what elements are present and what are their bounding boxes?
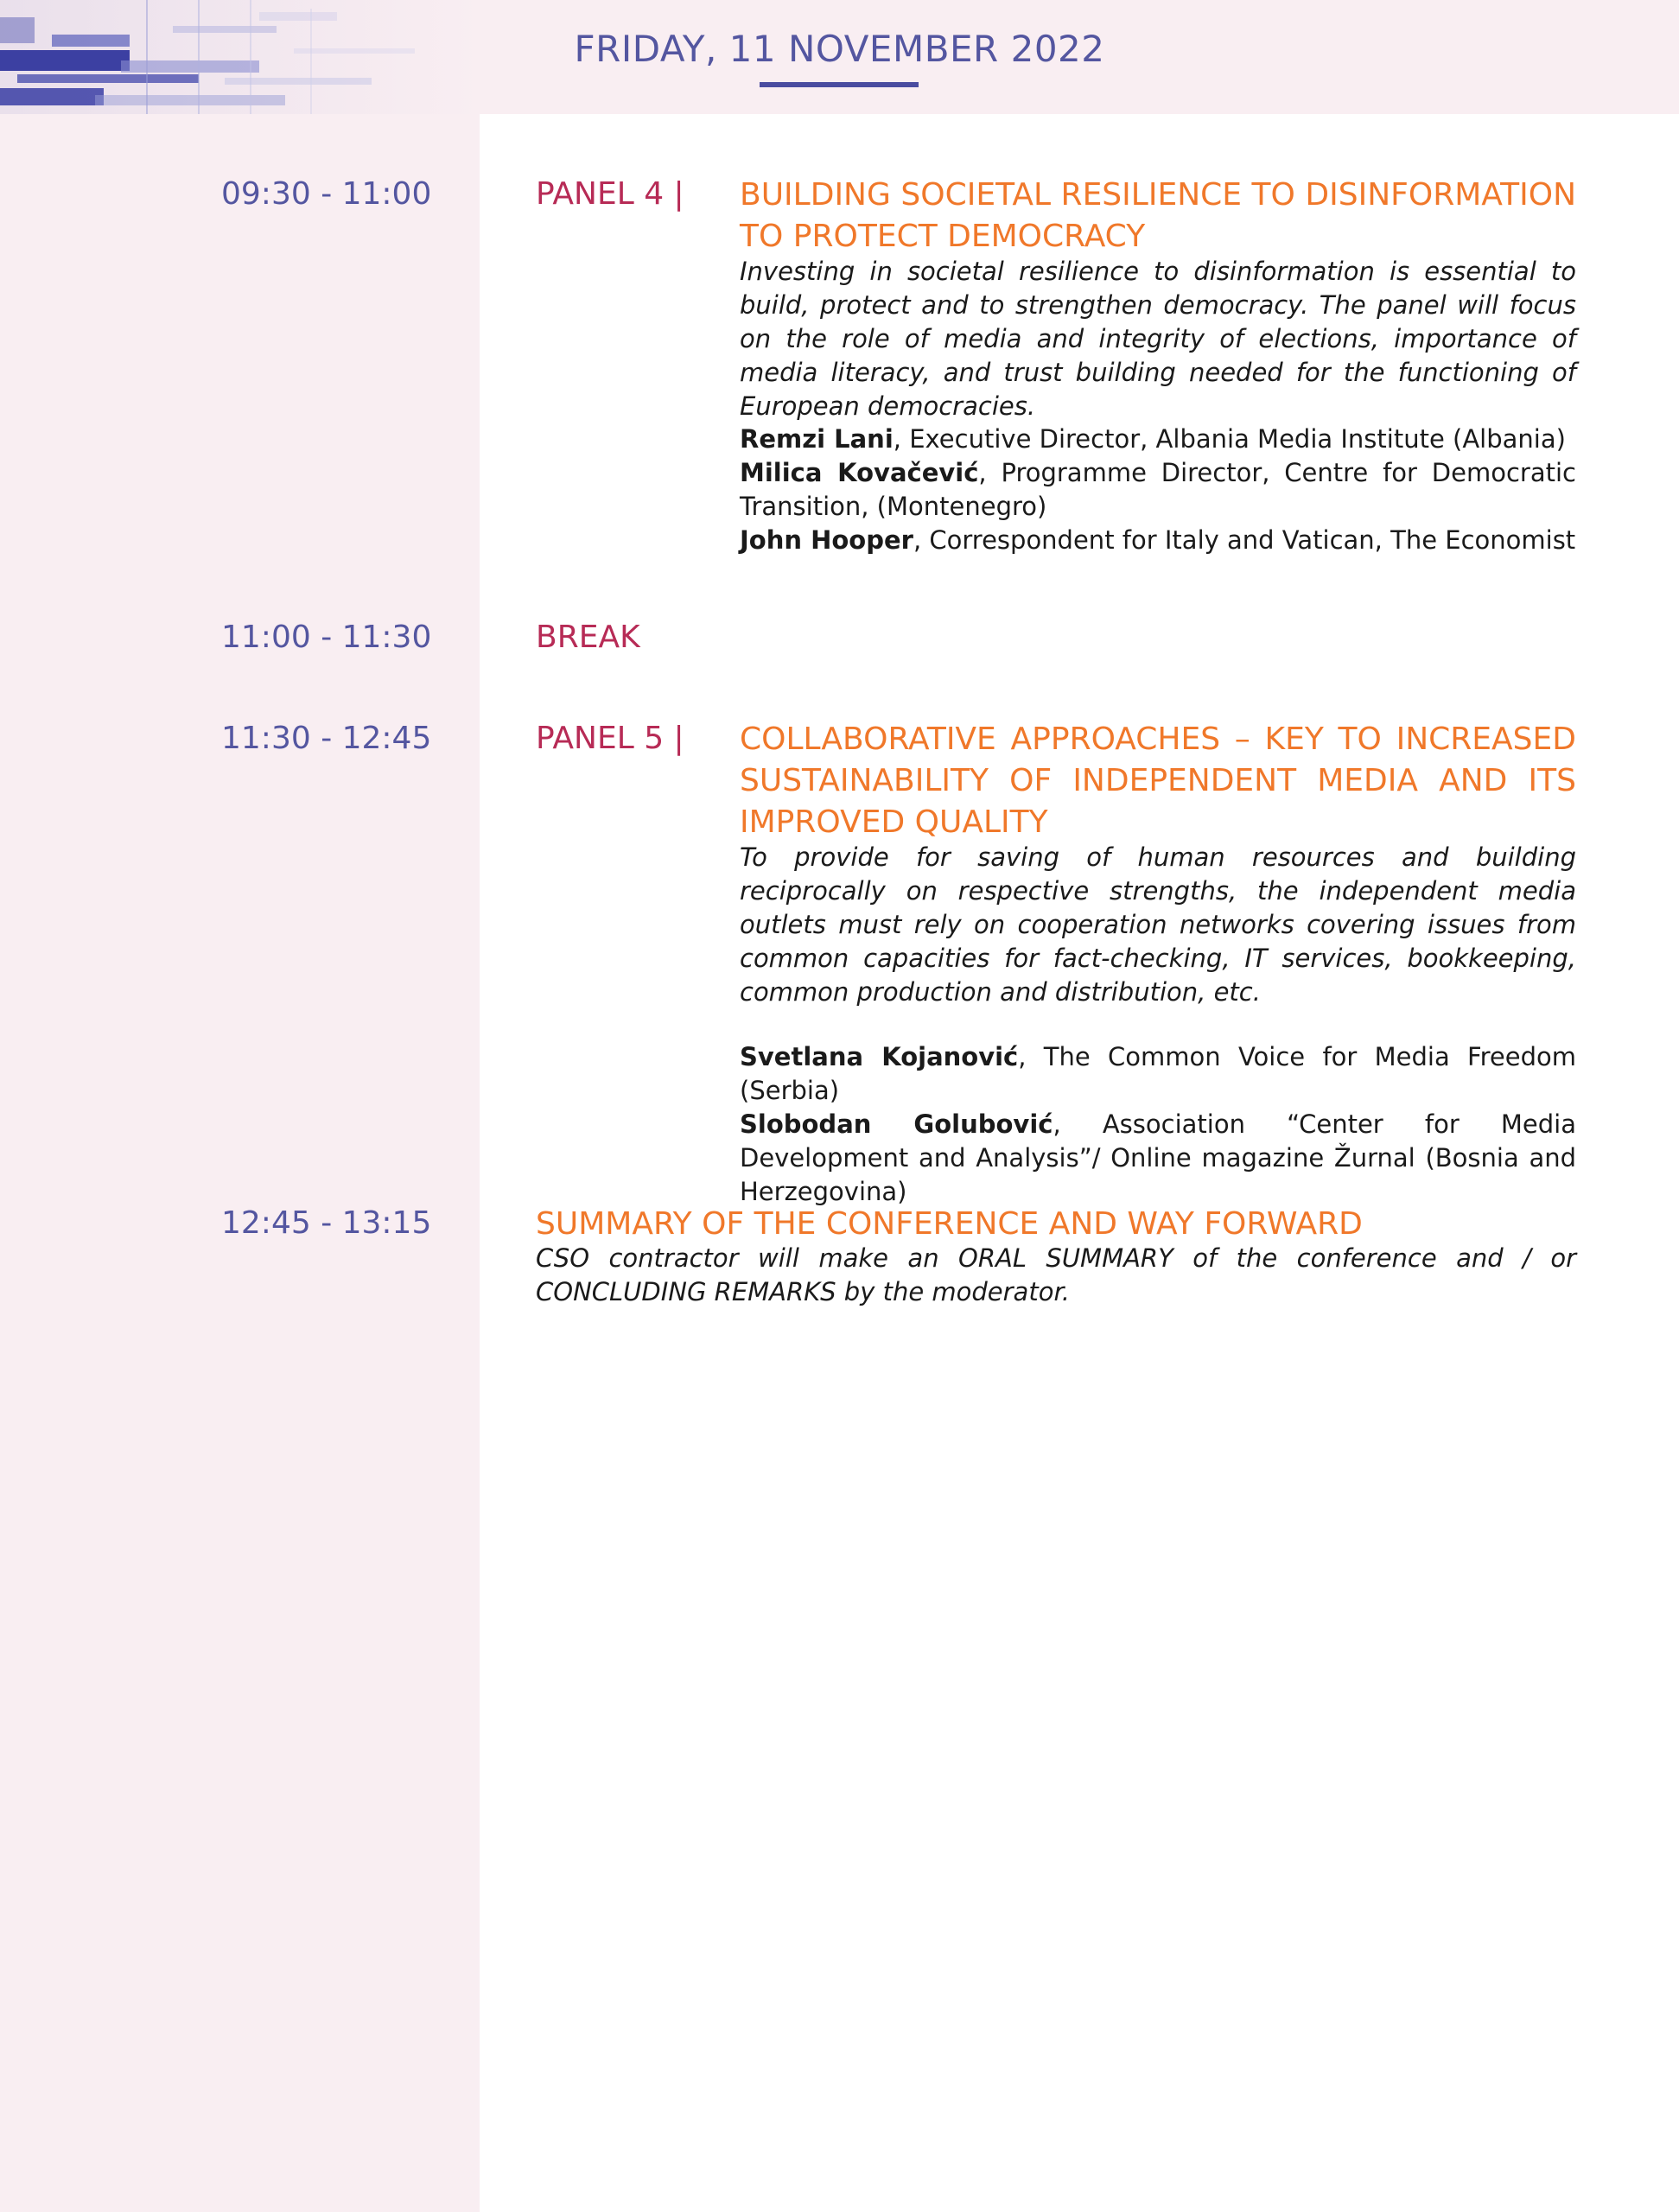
break-label: BREAK: [536, 620, 640, 655]
speaker-role: , The Common Voice for Media Freedom (Serbia): [740, 1042, 1576, 1105]
session-time: 12:45 - 13:15: [221, 1205, 432, 1241]
session-description: To provide for saving of human resources and building reciprocally on respective strengths, the independent media outlets must rely on cooperation networks covering issues from common capacities for fact-checking, IT services, bookkeeping, common production and distribution, etc.: [740, 842, 1576, 1007]
session-time: 11:00 - 11:30: [221, 620, 432, 655]
speaker-name: Svetlana Kojanović: [740, 1042, 1019, 1071]
speaker-entry: [740, 456, 1576, 524]
speaker-role: , Programme Director, Centre for Democratic Transition, (Montenegro): [740, 458, 1576, 521]
speaker-list: [740, 1040, 1576, 1209]
session-time: 09:30 - 11:00: [221, 176, 432, 212]
session-title: SUMMARY OF THE CONFERENCE AND WAY FORWARD: [536, 1206, 1363, 1242]
session-description: Investing in societal resilience to disinformation is essential to build, protect and to strengthen democracy. The panel will focus on the role of media and integrity of elections, importance of media literacy, and trust building needed for the functioning of European democracies.: [740, 257, 1576, 421]
speaker-list: [740, 423, 1576, 557]
speaker-name: Remzi Lani: [740, 424, 894, 454]
speaker-role: , Correspondent for Italy and Vatican, The Economist: [913, 525, 1576, 555]
session-time: 11:30 - 12:45: [221, 721, 432, 756]
speaker-name: Slobodan Golubović: [740, 1109, 1053, 1139]
session-description: CSO contractor will make an ORAL SUMMARY of the conference and / or CONCLUDING REMARKS by the moderator.: [536, 1243, 1576, 1306]
speaker-entry: [740, 1108, 1576, 1209]
panel-label: PANEL 5 |: [536, 721, 684, 756]
left-band: [0, 114, 480, 2212]
title-underline: [760, 82, 919, 87]
speaker-name: John Hooper: [740, 525, 913, 555]
speaker-name: Milica Kovačević: [740, 458, 979, 487]
speaker-role: , Executive Director, Albania Media Institute (Albania): [893, 424, 1566, 454]
speaker-entry: [740, 524, 1576, 557]
panel-label: PANEL 4 |: [536, 176, 684, 212]
speaker-entry: [740, 423, 1576, 456]
speaker-entry: [740, 1040, 1576, 1108]
speaker-role: , Association “Center for Media Development and Analysis”/ Online magazine Žurnal (Bosnia and Herzegovina): [740, 1109, 1576, 1206]
session-title: BUILDING SOCIETAL RESILIENCE TO DISINFORMATION TO PROTECT DEMOCRACY: [740, 177, 1576, 254]
session-title: COLLABORATIVE APPROACHES – KEY TO INCREASED SUSTAINABILITY OF INDEPENDENT MEDIA AND ITS IMPROVED QUALITY: [740, 721, 1576, 840]
page-date-title: FRIDAY, 11 NOVEMBER 2022: [574, 28, 1105, 70]
